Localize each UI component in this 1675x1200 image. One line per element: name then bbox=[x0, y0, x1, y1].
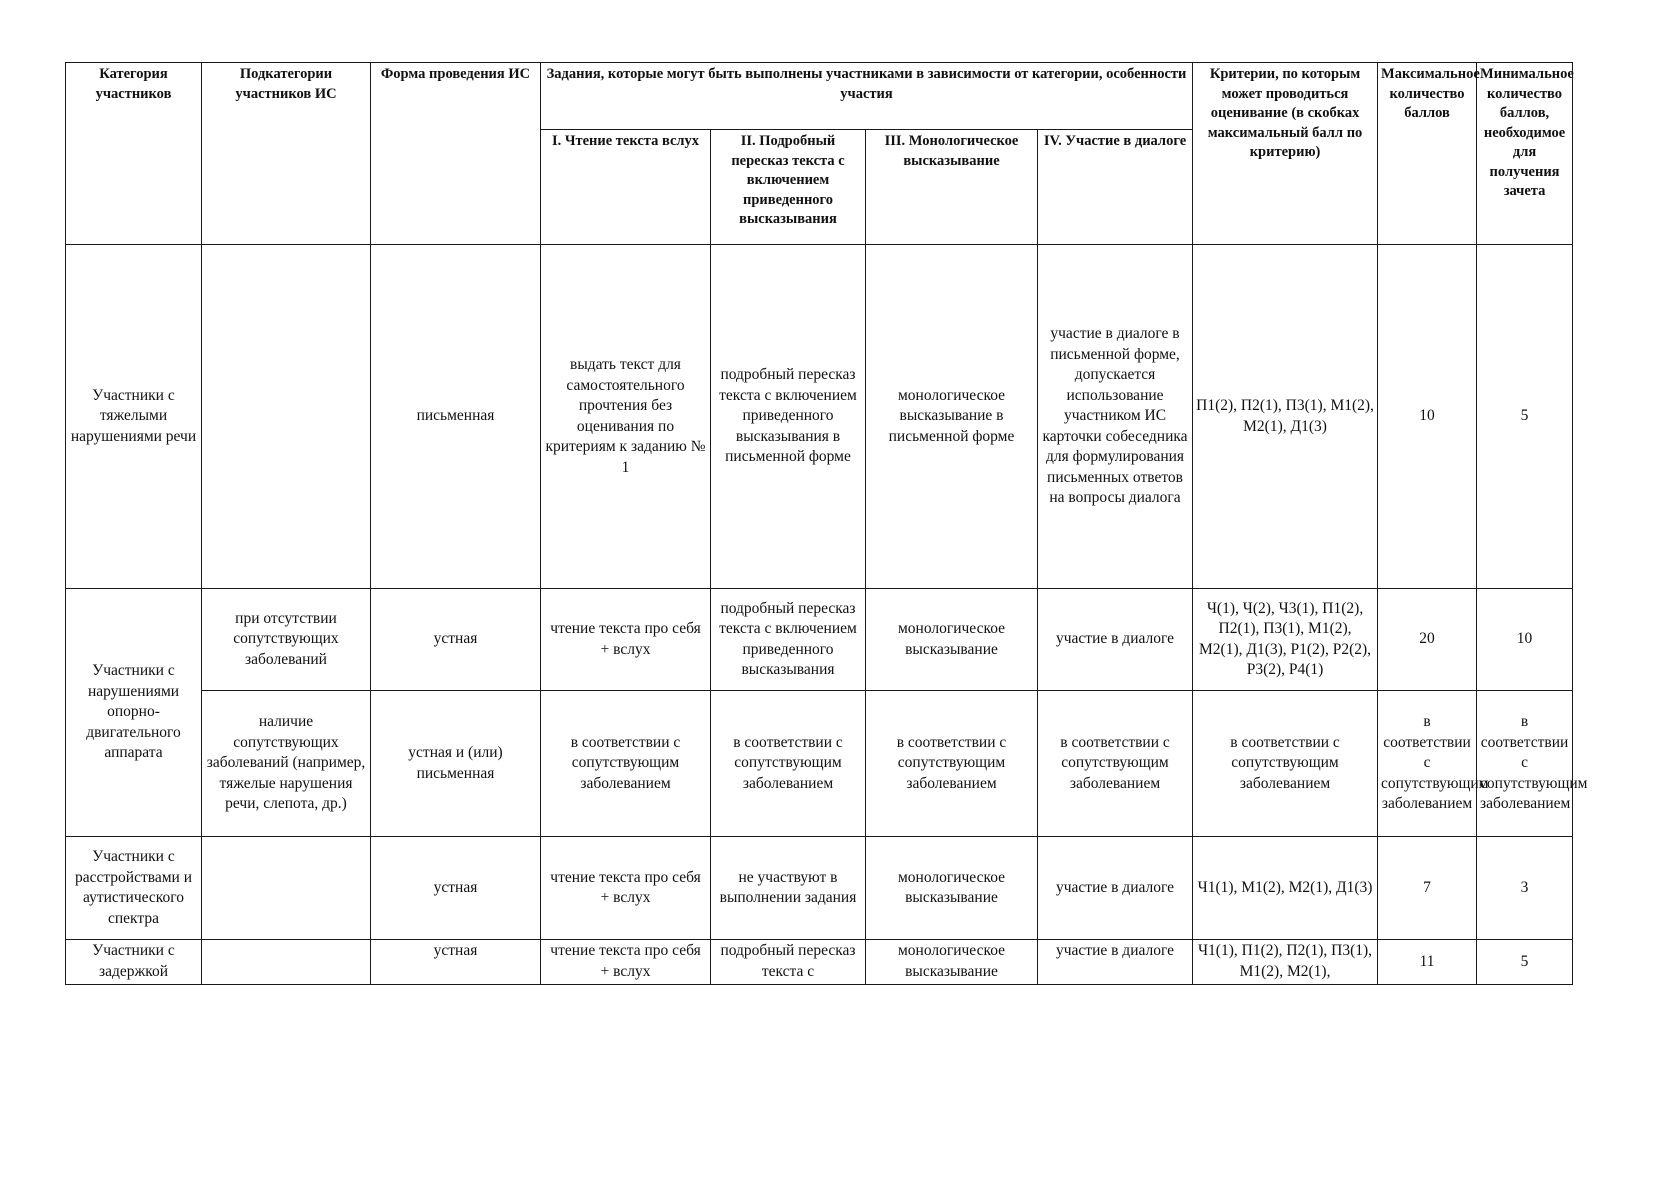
row-min-points: 5 bbox=[1477, 940, 1573, 985]
row-criteria: П1(2), П2(1), П3(1), М1(2), М2(1), Д1(3) bbox=[1193, 245, 1378, 589]
header-task1: I. Чтение текста вслух bbox=[541, 130, 711, 245]
row-form: устная bbox=[371, 837, 541, 940]
row-criteria: Ч1(1), М1(2), М2(1), Д1(3) bbox=[1193, 837, 1378, 940]
row-task1: чтение текста про себя + вслух bbox=[541, 589, 711, 691]
row-max-points: 10 bbox=[1378, 245, 1477, 589]
row-task4: участие в диалоге bbox=[1038, 589, 1193, 691]
table-row bbox=[66, 589, 1573, 691]
header-max-points: Максимальное количество баллов bbox=[1378, 63, 1477, 245]
row-task1: чтение текста про себя + вслух bbox=[541, 837, 711, 940]
row-subcategory bbox=[202, 940, 371, 985]
table-row bbox=[66, 245, 1573, 589]
row-subcategory: наличие сопутствующих заболеваний (например, тяжелые нарушения речи, слепота, др.) bbox=[202, 691, 371, 837]
row-task1: выдать текст для самостоятельного прочтения без оценивания по критериям к заданию № 1 bbox=[541, 245, 711, 589]
row-task2: подробный пересказ текста с включением приведенного высказывания bbox=[711, 589, 866, 691]
table-row bbox=[66, 940, 1573, 985]
row-criteria: в соответствии с сопутствующим заболеванием bbox=[1193, 691, 1378, 837]
row-category: Участники с нарушениями опорно-двигательного аппарата bbox=[66, 589, 202, 837]
header-task2: II. Подробный пересказ текста с включением приведенного высказывания bbox=[711, 130, 866, 245]
header-row bbox=[66, 63, 1573, 130]
header-category: Категория участников bbox=[66, 63, 202, 245]
row-min-points: 10 bbox=[1477, 589, 1573, 691]
header-task3: III. Монологическое высказывание bbox=[866, 130, 1038, 245]
row-task3: монологическое высказывание в письменной форме bbox=[866, 245, 1038, 589]
row-task1: в соответствии с сопутствующим заболеванием bbox=[541, 691, 711, 837]
row-task3: в соответствии с сопутствующим заболеванием bbox=[866, 691, 1038, 837]
row-subcategory: при отсутствии сопутствующих заболеваний bbox=[202, 589, 371, 691]
row-max-points: 11 bbox=[1378, 940, 1477, 985]
row-form: письменная bbox=[371, 245, 541, 589]
row-task3: монологическое высказывание bbox=[866, 837, 1038, 940]
row-form: устная bbox=[371, 940, 541, 985]
header-task4: IV. Участие в диалоге bbox=[1038, 130, 1193, 245]
row-max-points: в соответствии с сопутствующим заболеванием bbox=[1378, 691, 1477, 837]
row-task3: монологическое высказывание bbox=[866, 589, 1038, 691]
row-criteria: Ч(1), Ч(2), Ч3(1), П1(2), П2(1), П3(1), М1(2), М2(1), Д1(3), Р1(2), Р2(2), Р3(2), Р4(1) bbox=[1193, 589, 1378, 691]
table-row bbox=[66, 837, 1573, 940]
header-subcategory: Подкатегории участников ИС bbox=[202, 63, 371, 245]
row-task3: монологическое высказывание bbox=[866, 940, 1038, 985]
header-min-points: Минимальное количество баллов, необходимое для получения зачета bbox=[1477, 63, 1573, 245]
row-task2: в соответствии с сопутствующим заболеванием bbox=[711, 691, 866, 837]
row-task2: не участвуют в выполнении задания bbox=[711, 837, 866, 940]
row-form: устная и (или) письменная bbox=[371, 691, 541, 837]
row-min-points: в соответствии с сопутствующим заболеванием bbox=[1477, 691, 1573, 837]
row-task4: участие в диалоге в письменной форме, допускается использование участником ИС карточки собеседника для формулирования письменных ответов на вопросы диалога bbox=[1038, 245, 1193, 589]
row-min-points: 3 bbox=[1477, 837, 1573, 940]
row-task1: чтение текста про себя + вслух bbox=[541, 940, 711, 985]
header-tasks-group: Задания, которые могут быть выполнены участниками в зависимости от категории, особенности участия bbox=[541, 63, 1193, 130]
row-task2: подробный пересказ текста с включением приведенного высказывания в письменной форме bbox=[711, 245, 866, 589]
row-task4: участие в диалоге bbox=[1038, 837, 1193, 940]
row-task4: в соответствии с сопутствующим заболеванием bbox=[1038, 691, 1193, 837]
row-subcategory bbox=[202, 837, 371, 940]
table-row bbox=[66, 691, 1573, 837]
row-task4: участие в диалоге bbox=[1038, 940, 1193, 985]
row-category: Участники с тяжелыми нарушениями речи bbox=[66, 245, 202, 589]
assessment-table bbox=[65, 62, 1588, 985]
header-form: Форма проведения ИС bbox=[371, 63, 541, 245]
header-criteria: Критерии, по которым может проводиться оценивание (в скобках максимальный балл по критерию) bbox=[1193, 63, 1378, 245]
row-category: Участники с задержкой bbox=[66, 940, 202, 985]
row-max-points: 7 bbox=[1378, 837, 1477, 940]
row-category: Участники с расстройствами и аутистического спектра bbox=[66, 837, 202, 940]
row-criteria: Ч1(1), П1(2), П2(1), П3(1), М1(2), М2(1), bbox=[1193, 940, 1378, 985]
row-subcategory bbox=[202, 245, 371, 589]
row-min-points: 5 bbox=[1477, 245, 1573, 589]
row-max-points: 20 bbox=[1378, 589, 1477, 691]
row-form: устная bbox=[371, 589, 541, 691]
row-task2: подробный пересказ текста с bbox=[711, 940, 866, 985]
